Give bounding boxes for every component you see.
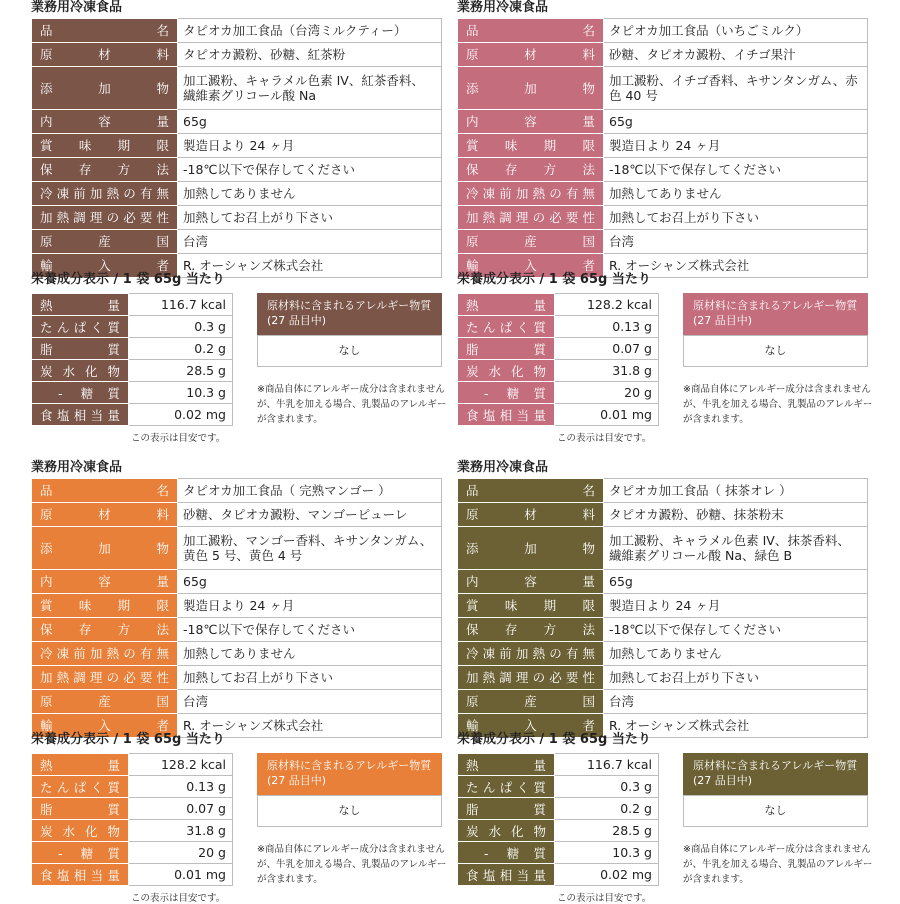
- spec-label: 原材料: [458, 43, 604, 67]
- nutrition-row: [458, 360, 659, 382]
- spec-value: 製造日より 24 ヶ月: [178, 594, 442, 618]
- allergen-note: ※商品自体にアレルギー成分は含まれませんが、牛乳を加える場合、乳製品のアレルギーが含まれます。: [257, 844, 447, 885]
- spec-row: [32, 206, 442, 230]
- spec-value: -18℃以下で保存してください: [604, 158, 868, 182]
- nutrition-label: たんぱく質: [458, 316, 555, 338]
- nutrition-label: 脂質: [32, 338, 129, 360]
- spec-row: [458, 690, 868, 714]
- spec-value: 製造日より 24 ヶ月: [604, 134, 868, 158]
- spec-row: [458, 110, 868, 134]
- spec-row: [458, 230, 868, 254]
- spec-row: [32, 158, 442, 182]
- nutrition-row: [458, 864, 659, 886]
- nutrition-value: 0.2 g: [555, 798, 659, 820]
- nutrition-value: 31.8 g: [129, 820, 233, 842]
- spec-value: 加熱してありません: [604, 182, 868, 206]
- nutrition-row: [458, 754, 659, 776]
- spec-label: 添加物: [32, 527, 178, 570]
- spec-value: 加熱してお召上がり下さい: [178, 206, 442, 230]
- nutrition-table: [457, 753, 659, 886]
- spec-value: 台湾: [178, 230, 442, 254]
- spec-value: 加熱してお召上がり下さい: [178, 666, 442, 690]
- spec-label: 賞味期限: [458, 134, 604, 158]
- nutrition-label: - 糖質: [32, 382, 129, 404]
- spec-row: [458, 527, 868, 570]
- spec-label: 原材料: [458, 503, 604, 527]
- spec-label: 原材料: [32, 43, 178, 67]
- spec-label: 添加物: [32, 67, 178, 110]
- spec-row: [32, 690, 442, 714]
- nutrition-row: [32, 754, 233, 776]
- spec-label: 輸入者: [32, 254, 178, 278]
- nutrition-value: 116.7 kcal: [555, 754, 659, 776]
- spec-value: 加熱してありません: [178, 642, 442, 666]
- nutrition-note: この表示は目安です。: [557, 433, 652, 444]
- allergen-value: なし: [257, 795, 442, 827]
- nutrition-row: [458, 382, 659, 404]
- spec-label: 添加物: [458, 527, 604, 570]
- spec-row: [458, 594, 868, 618]
- nutrition-label: 炭水化物: [458, 360, 555, 382]
- spec-value: タピオカ加工食品（いちごミルク）: [604, 19, 868, 43]
- spec-row: [32, 503, 442, 527]
- nutrition-label: 熱量: [458, 754, 555, 776]
- nutrition-value: 0.02 mg: [555, 864, 659, 886]
- nutrition-value: 128.2 kcal: [129, 754, 233, 776]
- nutrition-value: 20 g: [555, 382, 659, 404]
- nutrition-heading: 栄養成分表示 / 1 袋 65g 当たり: [457, 272, 651, 287]
- spec-label: 原産国: [458, 230, 604, 254]
- nutrition-value: 128.2 kcal: [555, 294, 659, 316]
- nutrition-row: [32, 316, 233, 338]
- spec-label: 加熱調理の必要性: [458, 666, 604, 690]
- spec-row: [458, 570, 868, 594]
- spec-label: 加熱調理の必要性: [458, 206, 604, 230]
- panel-heading: 業務用冷凍食品: [457, 460, 549, 475]
- spec-row: [32, 182, 442, 206]
- allergen-value: なし: [683, 795, 868, 827]
- spec-table: [457, 18, 868, 278]
- spec-label: 原産国: [32, 230, 178, 254]
- allergen-box: [683, 293, 868, 367]
- spec-label: 原産国: [32, 690, 178, 714]
- nutrition-label: - 糖質: [458, 382, 555, 404]
- spec-value: タピオカ澱粉、砂糖、紅茶粉: [178, 43, 442, 67]
- spec-row: [458, 158, 868, 182]
- nutrition-value: 116.7 kcal: [129, 294, 233, 316]
- spec-row: [32, 642, 442, 666]
- spec-value: R. オーシャンズ株式会社: [178, 714, 442, 738]
- nutrition-row: [32, 864, 233, 886]
- spec-row: [32, 594, 442, 618]
- nutrition-label: 食塩相当量: [458, 864, 555, 886]
- spec-row: [32, 666, 442, 690]
- nutrition-heading: 栄養成分表示 / 1 袋 65g 当たり: [31, 272, 225, 287]
- nutrition-row: [32, 382, 233, 404]
- spec-value: 加工澱粉、キャラメル色素 IV、紅茶香料、繊維素グリコール酸 Na: [178, 67, 442, 110]
- nutrition-note: この表示は目安です。: [131, 893, 226, 904]
- nutrition-value: 0.2 g: [129, 338, 233, 360]
- nutrition-value: 10.3 g: [129, 382, 233, 404]
- spec-label: 保存方法: [32, 618, 178, 642]
- spec-label: 保存方法: [458, 618, 604, 642]
- spec-row: [32, 67, 442, 110]
- spec-label: 輸入者: [458, 714, 604, 738]
- product-panel: [31, 0, 447, 444]
- nutrition-label: 炭水化物: [458, 820, 555, 842]
- spec-value: 65g: [604, 570, 868, 594]
- product-panel: [457, 0, 873, 444]
- allergen-value: なし: [683, 335, 868, 367]
- nutrition-label: たんぱく質: [458, 776, 555, 798]
- nutrition-value: 0.3 g: [129, 316, 233, 338]
- spec-value: 製造日より 24 ヶ月: [604, 594, 868, 618]
- spec-value: -18℃以下で保存してください: [178, 618, 442, 642]
- spec-value: 65g: [178, 110, 442, 134]
- spec-label: 内容量: [458, 110, 604, 134]
- nutrition-label: 脂質: [458, 338, 555, 360]
- nutrition-row: [458, 842, 659, 864]
- spec-label: 品名: [32, 479, 178, 503]
- allergen-title: 原材料に含まれるアレルギー物質(27 品目中): [257, 293, 442, 335]
- spec-row: [32, 527, 442, 570]
- spec-value: タピオカ加工食品（台湾ミルクティー）: [178, 19, 442, 43]
- nutrition-label: - 糖質: [458, 842, 555, 864]
- nutrition-row: [32, 798, 233, 820]
- spec-value: 台湾: [604, 230, 868, 254]
- nutrition-heading: 栄養成分表示 / 1 袋 65g 当たり: [457, 732, 651, 747]
- spec-row: [458, 134, 868, 158]
- spec-value: 65g: [604, 110, 868, 134]
- spec-label: 輸入者: [458, 254, 604, 278]
- nutrition-label: 脂質: [458, 798, 555, 820]
- spec-label: 原産国: [458, 690, 604, 714]
- nutrition-row: [32, 338, 233, 360]
- spec-value: R. オーシャンズ株式会社: [604, 714, 868, 738]
- spec-label: 添加物: [458, 67, 604, 110]
- nutrition-value: 0.13 g: [555, 316, 659, 338]
- nutrition-row: [458, 404, 659, 426]
- nutrition-value: 0.07 g: [555, 338, 659, 360]
- nutrition-label: 食塩相当量: [32, 864, 129, 886]
- spec-value: 台湾: [604, 690, 868, 714]
- spec-label: 賞味期限: [458, 594, 604, 618]
- spec-label: 品名: [32, 19, 178, 43]
- nutrition-row: [458, 294, 659, 316]
- nutrition-row: [32, 776, 233, 798]
- nutrition-label: 炭水化物: [32, 360, 129, 382]
- spec-row: [32, 19, 442, 43]
- spec-row: [32, 110, 442, 134]
- allergen-title: 原材料に含まれるアレルギー物質(27 品目中): [257, 753, 442, 795]
- spec-label: 内容量: [458, 570, 604, 594]
- spec-label: 冷凍前加熱の有無: [458, 642, 604, 666]
- nutrition-value: 28.5 g: [129, 360, 233, 382]
- nutrition-label: たんぱく質: [32, 776, 129, 798]
- spec-label: 保存方法: [458, 158, 604, 182]
- spec-table: [31, 478, 442, 738]
- allergen-note: ※商品自体にアレルギー成分は含まれませんが、牛乳を加える場合、乳製品のアレルギーが含まれます。: [683, 384, 873, 425]
- spec-label: 輸入者: [32, 714, 178, 738]
- spec-label: 品名: [458, 19, 604, 43]
- nutrition-row: [32, 360, 233, 382]
- spec-row: [458, 618, 868, 642]
- nutrition-note: この表示は目安です。: [131, 433, 226, 444]
- spec-value: タピオカ加工食品（ 完熟マンゴー ）: [178, 479, 442, 503]
- spec-value: 加工澱粉、イチゴ香料、キサンタンガム、赤色 40 号: [604, 67, 868, 110]
- spec-value: タピオカ加工食品（ 抹茶オレ ）: [604, 479, 868, 503]
- spec-row: [32, 134, 442, 158]
- spec-row: [32, 570, 442, 594]
- nutrition-note: この表示は目安です。: [557, 893, 652, 904]
- allergen-note: ※商品自体にアレルギー成分は含まれませんが、牛乳を加える場合、乳製品のアレルギーが含まれます。: [257, 384, 447, 425]
- nutrition-table: [457, 293, 659, 426]
- allergen-box: [257, 753, 442, 827]
- nutrition-label: 食塩相当量: [458, 404, 555, 426]
- nutrition-value: 28.5 g: [555, 820, 659, 842]
- spec-row: [458, 19, 868, 43]
- spec-label: 加熱調理の必要性: [32, 206, 178, 230]
- spec-value: 加工澱粉、マンゴー香料、キサンタンガム、黄色 5 号、黄色 4 号: [178, 527, 442, 570]
- spec-label: 冷凍前加熱の有無: [458, 182, 604, 206]
- nutrition-row: [32, 842, 233, 864]
- spec-value: 台湾: [178, 690, 442, 714]
- spec-label: 保存方法: [32, 158, 178, 182]
- nutrition-label: 熱量: [458, 294, 555, 316]
- spec-row: [32, 618, 442, 642]
- nutrition-row: [458, 338, 659, 360]
- nutrition-value: 0.02 mg: [129, 404, 233, 426]
- spec-label: 内容量: [32, 110, 178, 134]
- spec-label: 品名: [458, 479, 604, 503]
- spec-value: 砂糖、タピオカ澱粉、マンゴーピューレ: [178, 503, 442, 527]
- nutrition-label: たんぱく質: [32, 316, 129, 338]
- spec-row: [32, 43, 442, 67]
- panel-heading: 業務用冷凍食品: [31, 0, 123, 15]
- spec-row: [458, 206, 868, 230]
- nutrition-value: 10.3 g: [555, 842, 659, 864]
- allergen-value: なし: [257, 335, 442, 367]
- allergen-box: [257, 293, 442, 367]
- spec-row: [458, 479, 868, 503]
- nutrition-label: 食塩相当量: [32, 404, 129, 426]
- spec-label: 原材料: [32, 503, 178, 527]
- spec-value: 加熱してありません: [604, 642, 868, 666]
- spec-value: 砂糖、タピオカ澱粉、イチゴ果汁: [604, 43, 868, 67]
- spec-row: [32, 230, 442, 254]
- allergen-note: ※商品自体にアレルギー成分は含まれませんが、牛乳を加える場合、乳製品のアレルギーが含まれます。: [683, 844, 873, 885]
- nutrition-label: 炭水化物: [32, 820, 129, 842]
- nutrition-row: [458, 776, 659, 798]
- spec-label: 加熱調理の必要性: [32, 666, 178, 690]
- product-panel: [31, 460, 447, 904]
- nutrition-value: 0.01 mg: [555, 404, 659, 426]
- spec-table: [31, 18, 442, 278]
- nutrition-table: [31, 293, 233, 426]
- nutrition-value: 0.07 g: [129, 798, 233, 820]
- nutrition-value: 31.8 g: [555, 360, 659, 382]
- spec-label: 冷凍前加熱の有無: [32, 642, 178, 666]
- spec-label: 賞味期限: [32, 134, 178, 158]
- spec-value: 加熱してお召上がり下さい: [604, 666, 868, 690]
- allergen-title: 原材料に含まれるアレルギー物質(27 品目中): [683, 293, 868, 335]
- spec-table: [457, 478, 868, 738]
- nutrition-table: [31, 753, 233, 886]
- spec-row: [32, 479, 442, 503]
- spec-value: タピオカ澱粉、砂糖、抹茶粉末: [604, 503, 868, 527]
- nutrition-row: [32, 404, 233, 426]
- nutrition-value: 20 g: [129, 842, 233, 864]
- spec-row: [458, 182, 868, 206]
- spec-label: 賞味期限: [32, 594, 178, 618]
- spec-value: 加熱してお召上がり下さい: [604, 206, 868, 230]
- spec-row: [458, 503, 868, 527]
- spec-value: 加工澱粉、キャラメル色素 IV、抹茶香料、繊維素グリコール酸 Na、緑色 B: [604, 527, 868, 570]
- nutrition-label: 熱量: [32, 294, 129, 316]
- spec-row: [458, 43, 868, 67]
- spec-value: -18℃以下で保存してください: [604, 618, 868, 642]
- spec-value: 加熱してありません: [178, 182, 442, 206]
- spec-row: [458, 67, 868, 110]
- product-panel: [457, 460, 873, 904]
- spec-label: 内容量: [32, 570, 178, 594]
- spec-label: 冷凍前加熱の有無: [32, 182, 178, 206]
- nutrition-row: [458, 316, 659, 338]
- allergen-title: 原材料に含まれるアレルギー物質(27 品目中): [683, 753, 868, 795]
- spec-value: 製造日より 24 ヶ月: [178, 134, 442, 158]
- allergen-box: [683, 753, 868, 827]
- nutrition-row: [458, 820, 659, 842]
- nutrition-row: [32, 294, 233, 316]
- panel-heading: 業務用冷凍食品: [31, 460, 123, 475]
- nutrition-row: [458, 798, 659, 820]
- nutrition-heading: 栄養成分表示 / 1 袋 65g 当たり: [31, 732, 225, 747]
- nutrition-value: 0.13 g: [129, 776, 233, 798]
- nutrition-row: [32, 820, 233, 842]
- nutrition-value: 0.3 g: [555, 776, 659, 798]
- spec-row: [458, 642, 868, 666]
- nutrition-label: 熱量: [32, 754, 129, 776]
- spec-row: [458, 666, 868, 690]
- spec-value: R. オーシャンズ株式会社: [178, 254, 442, 278]
- nutrition-value: 0.01 mg: [129, 864, 233, 886]
- spec-value: 65g: [178, 570, 442, 594]
- spec-value: -18℃以下で保存してください: [178, 158, 442, 182]
- nutrition-label: - 糖質: [32, 842, 129, 864]
- spec-value: R. オーシャンズ株式会社: [604, 254, 868, 278]
- panel-heading: 業務用冷凍食品: [457, 0, 549, 15]
- nutrition-label: 脂質: [32, 798, 129, 820]
